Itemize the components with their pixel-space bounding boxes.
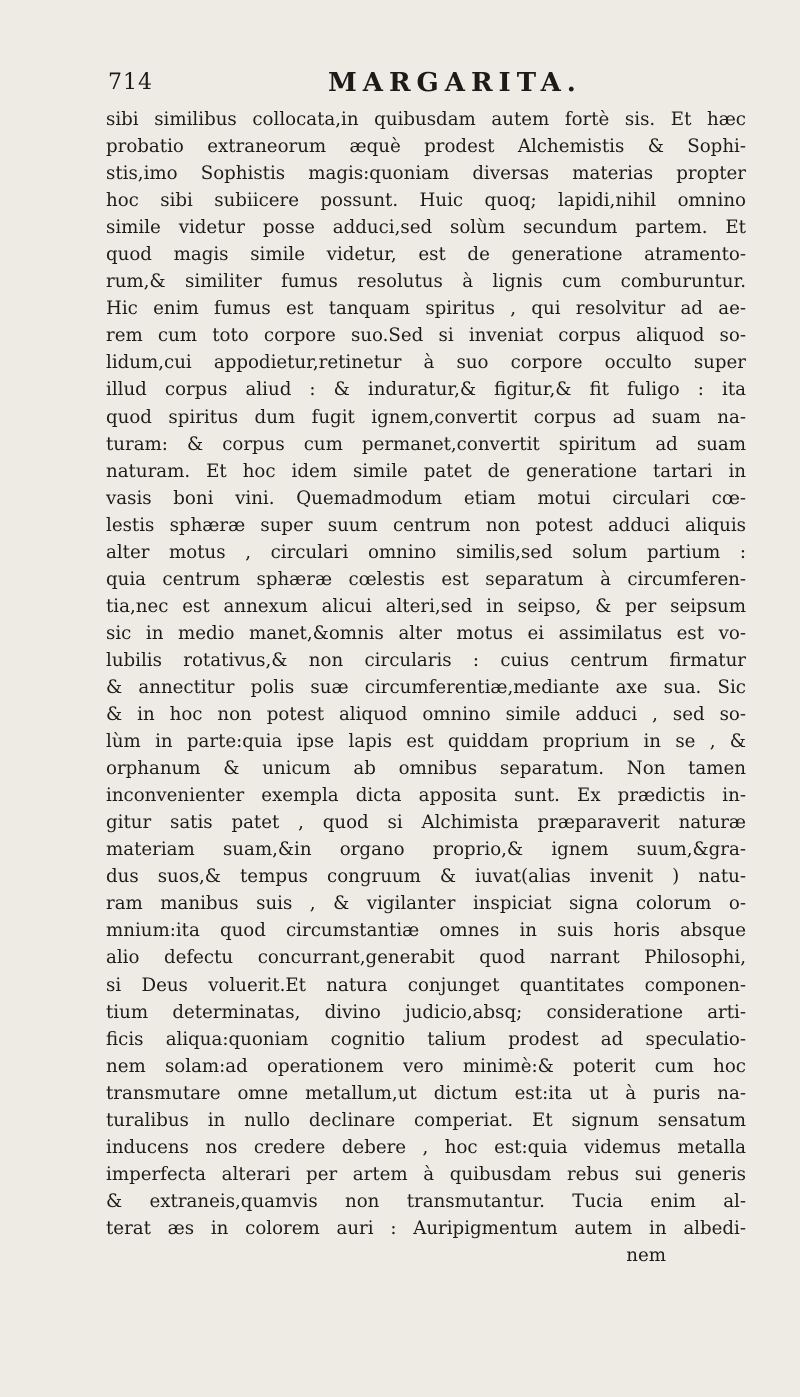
text-line: gitur satis patet , quod si Alchimista præparaverit naturæ xyxy=(106,812,746,834)
text-line: terat æs in colorem auri : Auripigmentum autem in albedi- xyxy=(106,1217,746,1239)
text-line: vasis boni vini. Quemadmodum etiam motui circulari cœ- xyxy=(106,487,746,509)
text-line: alter motus , circulari omnino similis,sed solum partium : xyxy=(106,541,746,563)
text-line: mnium:ita quod circumstantiæ omnes in suis horis absque xyxy=(106,920,746,942)
text-line: turam: & corpus cum permanet,convertit spiritum ad suam xyxy=(106,433,746,455)
text-line: materiam suam,&in organo proprio,& ignem suum,&gra- xyxy=(106,839,746,861)
text-line: & in hoc non potest aliquod omnino simile adduci , sed so- xyxy=(106,704,746,726)
text-line: inconvenienter exempla dicta apposita sunt. Ex prædictis in- xyxy=(106,785,746,807)
text-line: & annectitur polis suæ circumferentiæ,mediante axe sua. Sic xyxy=(106,676,746,698)
running-title: MARGARITA. xyxy=(328,68,582,98)
text-line: simile videtur posse adduci,sed solùm secundum partem. Et xyxy=(106,217,746,239)
text-line: nem solam:ad operationem vero minimè:& poterit cum hoc xyxy=(106,1055,746,1077)
text-line: inducens nos credere debere , hoc est:quia videmus metalla xyxy=(106,1136,746,1158)
text-line: lidum,cui appodietur,retinetur à suo corpore occulto super xyxy=(106,352,746,374)
text-line: illud corpus aliud : & induratur,& figitur,& fit fuligo : ita xyxy=(106,379,746,401)
text-line: rem cum toto corpore suo.Sed si inveniat corpus aliquod so- xyxy=(106,325,746,347)
text-line: quia centrum sphæræ cœlestis est separatum à circumferen- xyxy=(106,568,746,590)
text-line: probatio extraneorum æquè prodest Alchemistis & Sophi- xyxy=(106,136,746,158)
text-line: tium determinatas, divino judicio,absq; consideratione arti- xyxy=(106,1001,746,1023)
text-line: naturam. Et hoc idem simile patet de generatione tartari in xyxy=(106,460,746,482)
text-line: tia,nec est annexum alicui alteri,sed in seipso, & per seipsum xyxy=(106,595,746,617)
text-line: & extraneis,quamvis non transmutantur. Tucia enim al- xyxy=(106,1190,746,1212)
text-line: rum,& similiter fumus resolutus à lignis cum comburuntur. xyxy=(106,271,746,293)
text-line: lestis sphæræ super suum centrum non potest adduci aliquis xyxy=(106,514,746,536)
text-line: imperfecta alterari per artem à quibusdam rebus sui generis xyxy=(106,1163,746,1185)
text-line: nem xyxy=(626,1244,666,1266)
text-line: orphanum & unicum ab omnibus separatum. Non tamen xyxy=(106,758,746,780)
text-line: sic in medio manet,&omnis alter motus ei assimilatus est vo- xyxy=(106,622,746,644)
text-line: si Deus voluerit.Et natura conjunget quantitates componen- xyxy=(106,974,746,996)
text-line: lubilis rotativus,& non circularis : cuius centrum firmatur xyxy=(106,649,746,671)
text-line: Hic enim fumus est tanquam spiritus , qui resolvitur ad ae- xyxy=(106,298,746,320)
text-line: dus suos,& tempus congruum & iuvat(alias invenit ) natu- xyxy=(106,866,746,888)
page-number: 714 xyxy=(108,70,153,95)
text-line: quod spiritus dum fugit ignem,convertit corpus ad suam na- xyxy=(106,406,746,428)
text-line: stis,imo Sophistis magis:quoniam diversas materias propter xyxy=(106,163,746,185)
text-line: turalibus in nullo declinare comperiat. Et signum sensatum xyxy=(106,1109,746,1131)
text-line: lùm in parte:quia ipse lapis est quiddam proprium in se , & xyxy=(106,731,746,753)
text-line: ram manibus suis , & vigilanter inspiciat signa colorum o- xyxy=(106,893,746,915)
page-header xyxy=(108,68,740,104)
text-line: hoc sibi subiicere possunt. Huic quoq; lapidi,nihil omnino xyxy=(106,190,746,212)
text-line: alio defectu concurrant,generabit quod narrant Philosophi, xyxy=(106,947,746,969)
text-line: quod magis simile videtur, est de generatione atramento- xyxy=(106,244,746,266)
text-line: transmutare omne metallum,ut dictum est:ita ut à puris na- xyxy=(106,1082,746,1104)
text-line: sibi similibus collocata,in quibusdam autem fortè sis. Et hæc xyxy=(106,109,746,130)
body-text xyxy=(106,106,746,1269)
text-line: ficis aliqua:quoniam cognitio talium prodest ad speculatio- xyxy=(106,1028,746,1050)
